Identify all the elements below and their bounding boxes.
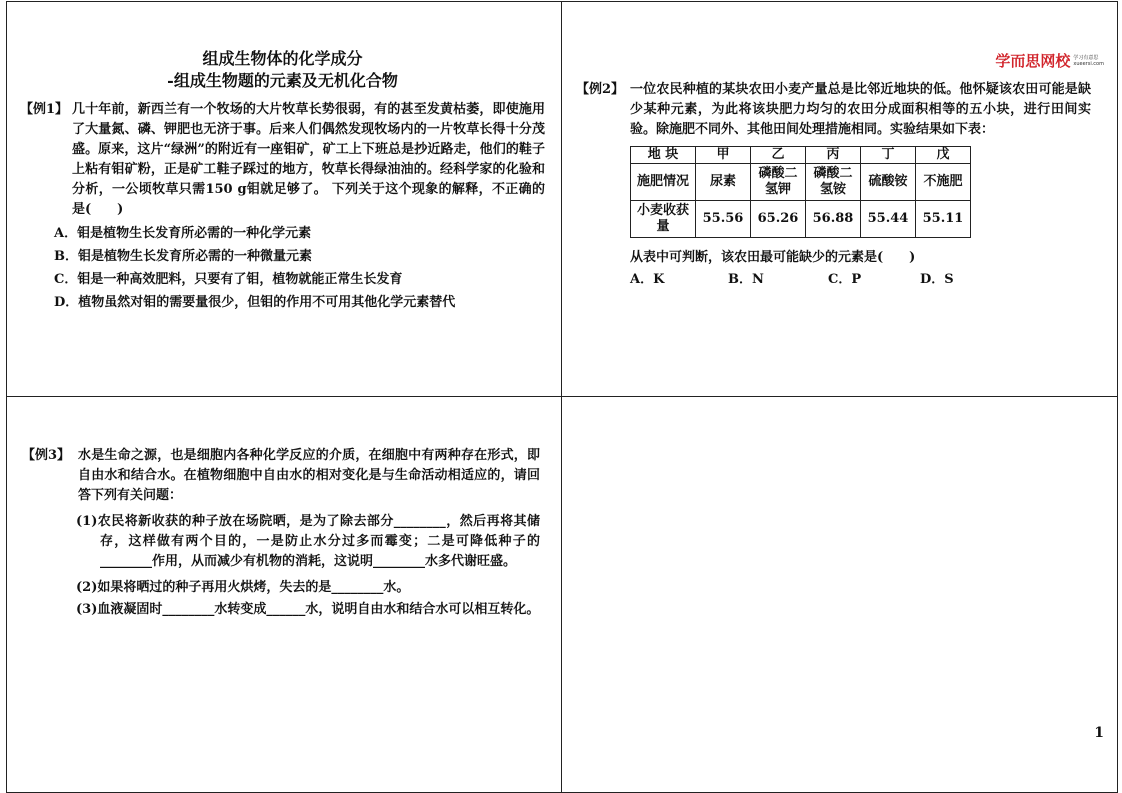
option-b: B．钼是植物生长发育所必需的一种微量元素	[54, 249, 312, 264]
options-row	[630, 270, 1091, 290]
option-c: C．P	[828, 272, 862, 287]
table-cell: 尿素	[696, 164, 751, 201]
question-text: 从表中可判断，该农田最可能缺少的元素是( )	[630, 250, 916, 265]
example-tag: 【例2】	[576, 82, 625, 97]
option-a: A．钼是植物生长发育所必需的一种化学元素	[54, 226, 312, 241]
example-text: 水是生命之源，也是细胞内各种化学反应的介质，在细胞中有两种存在形式，即自由水和结合水。在植物细胞中自由水的相对变化是与生命活动相适应的，请回答下列有关问题：	[78, 448, 540, 503]
table-header-cell: 乙	[751, 147, 806, 164]
slide-3	[22, 446, 540, 620]
option-c: C．钼是一种高效肥料，只要有了钼，植物就能正常生长发育	[54, 272, 403, 287]
table-cell: 55.44	[861, 201, 916, 238]
table-header-cell: 丙	[806, 147, 861, 164]
table-cell: 55.56	[696, 201, 751, 238]
slide-2	[576, 80, 1091, 290]
table-header-cell: 甲	[696, 147, 751, 164]
yield-table	[630, 146, 971, 238]
table-cell: 65.26	[751, 201, 806, 238]
example-2	[576, 80, 1091, 140]
option-a: A．K	[630, 272, 665, 287]
example-text: 几十年前，新西兰有一个牧场的大片牧草长势很弱，有的甚至发黄枯萎，即使施用了大量氮、磷、钾肥也无济于事。后来人们偶然发现牧场内的一片牧草长得十分茂盛。原来，这片“绿洲”的附近有一座钼矿，矿工上下班总是抄近路走，他们的鞋子上粘有钼矿粉，正是矿工鞋子踩过的地方，牧草长得绿油油的。经科学家的化验和分析，一公顷牧草只需150 g钼就足够了。 下列关于这个现象的解释，不正确的是( )	[72, 102, 545, 217]
table-cell: 小麦收获量	[631, 201, 696, 238]
table-cell: 不施肥	[916, 164, 971, 201]
table-cell: 磷酸二氢钾	[751, 164, 806, 201]
logo-sub-2: xueersi.com	[1073, 60, 1104, 67]
option-d: D．植物虽然对钼的需要量很少，但钼的作用不可用其他化学元素替代	[54, 295, 456, 310]
slide-frame-4	[561, 396, 1118, 793]
question-3: (3)血液凝固时________水转变成______水，说明自由水和结合水可以相互转化。	[76, 602, 540, 617]
logo-brand: 学而思网校	[995, 52, 1071, 70]
xueersi-logo	[995, 50, 1104, 71]
options-list	[54, 222, 545, 314]
title-line-2: -组成生物题的元素及无机化合物	[167, 71, 398, 90]
table-cell: 硫酸铵	[861, 164, 916, 201]
question-2: (2)如果将晒过的种子再用火烘烤，失去的是________水。	[76, 580, 410, 595]
table-row	[631, 147, 971, 164]
example-3	[22, 446, 540, 506]
example-tag: 【例3】	[22, 448, 71, 463]
table-cell: 磷酸二氢铵	[806, 164, 861, 201]
example-1	[20, 100, 545, 220]
table-header-cell: 地 块	[631, 147, 696, 164]
logo-sub-1: 学习有意思	[1073, 54, 1099, 61]
slide-title	[20, 48, 545, 92]
table-cell: 56.88	[806, 201, 861, 238]
table-row	[631, 201, 971, 238]
example-tag: 【例1】	[20, 102, 69, 117]
example-text: 一位农民种植的某块农田小麦产量总是比邻近地块的低。他怀疑该农田可能是缺少某种元素，为此将该块肥力均匀的农田分成面积相等的五小块，进行田间实验。除施肥不同外、其他田间处理措施相同。实验结果如下表：	[630, 82, 1091, 137]
slide-1	[20, 48, 545, 314]
page-number: 1	[1094, 725, 1104, 741]
table-header-cell: 戊	[916, 147, 971, 164]
table-row	[631, 164, 971, 201]
table-cell: 55.11	[916, 201, 971, 238]
table-cell: 施肥情况	[631, 164, 696, 201]
option-d: D．S	[920, 272, 954, 287]
option-b: B．N	[728, 272, 764, 287]
logo-subtext	[1073, 55, 1104, 67]
title-line-1: 组成生物体的化学成分	[202, 49, 363, 68]
table-header-cell: 丁	[861, 147, 916, 164]
question-1: (1)农民将新收获的种子放在场院晒，是为了除去部分________，然后再将其储存，这样做有两个目的，一是防止水分过多而霉变；二是可降低种子的________作用，从而减少有机物的消耗，这说明________水多代谢旺盛。	[76, 514, 540, 569]
